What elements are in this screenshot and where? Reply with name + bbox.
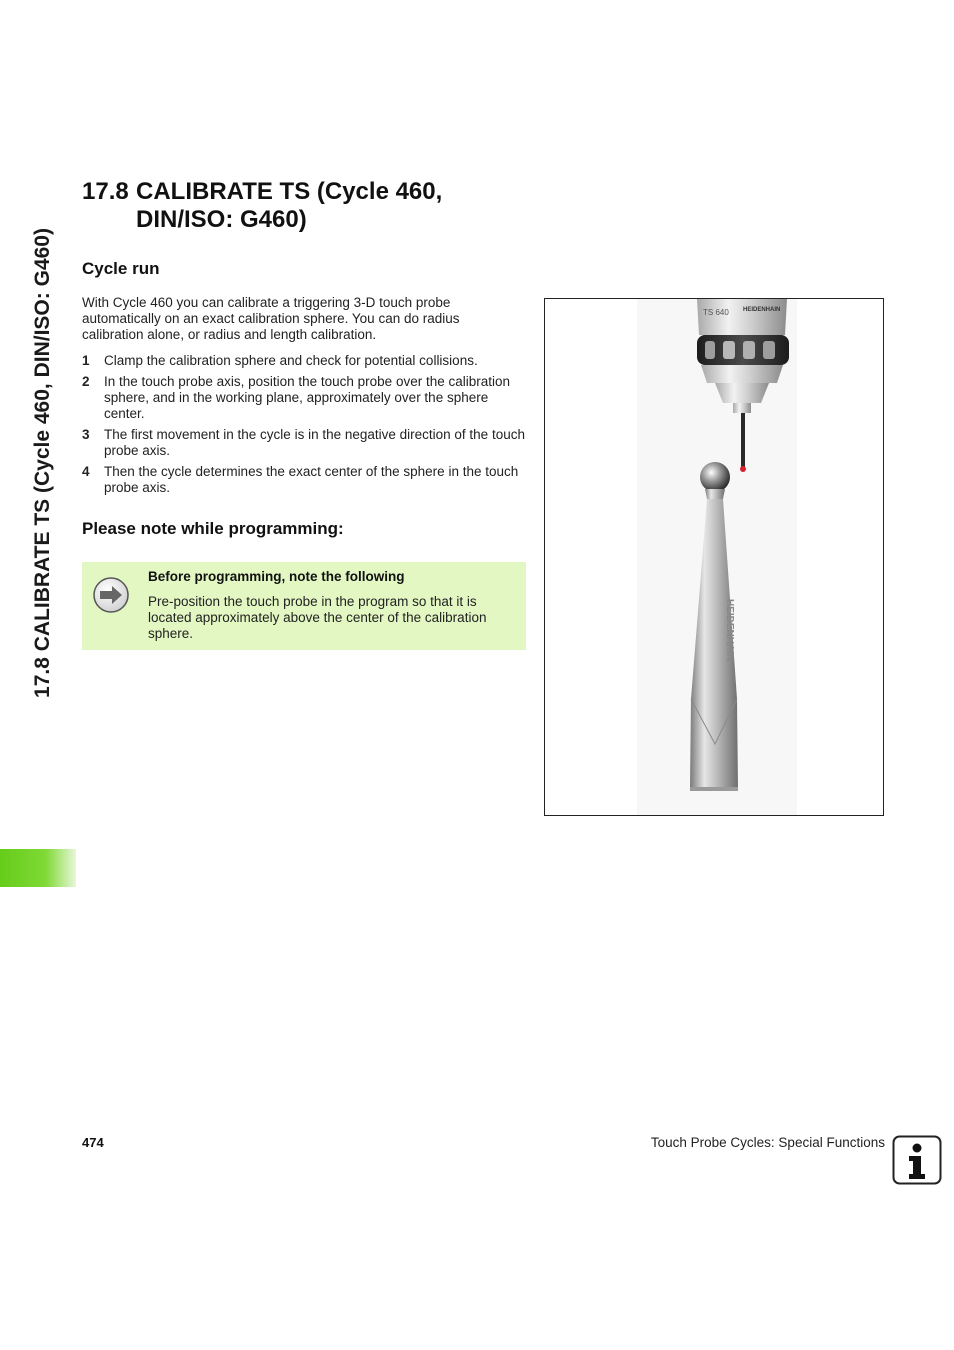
- side-chapter-title-text: 17.8 CALIBRATE TS (Cycle 460, DIN/ISO: G460): [31, 227, 54, 698]
- list-item: [82, 353, 527, 369]
- probe-brand-label: HEIDENHAIN: [743, 307, 781, 313]
- arrow-right-circle-icon: [92, 576, 130, 614]
- cycle-steps-list: [82, 353, 527, 501]
- page-number: 474: [82, 1135, 104, 1150]
- programming-notes-heading: Please note while programming:: [82, 519, 344, 538]
- list-item: [82, 464, 527, 496]
- cycle-run-heading: Cycle run: [82, 259, 160, 278]
- programming-note-box: [82, 562, 526, 650]
- step-text: The first movement in the cycle is in the negative direction of the touch probe axis.: [104, 427, 525, 458]
- list-item: [82, 374, 527, 422]
- probe-model-label: TS 640: [703, 308, 729, 317]
- chapter-tab-marker: [0, 849, 76, 887]
- cycle-run-intro: With Cycle 460 you can calibrate a triggering 3-D touch probe automatically on an exact calibration sphere. You can do radius calibration alone, or radius and length calibration.: [82, 295, 460, 342]
- step-number: 4: [82, 464, 90, 479]
- info-icon: [892, 1135, 942, 1185]
- touch-probe-illustration: [545, 299, 883, 815]
- note-title: Before programming, note the following: [148, 569, 405, 584]
- step-number: 1: [82, 353, 90, 368]
- footer-chapter-title: Touch Probe Cycles: Special Functions: [650, 1135, 885, 1150]
- calibration-sphere-figure: [544, 298, 884, 816]
- column-brand-label: HEIDENHAIN: [724, 599, 735, 662]
- note-body: Pre-position the touch probe in the program so that it is located approximately above the center of the calibration sphere.: [148, 594, 487, 641]
- list-item: [82, 427, 527, 459]
- section-title-line1: CALIBRATE TS (Cycle 460,: [136, 178, 443, 205]
- step-text: Then the cycle determines the exact center of the sphere in the touch probe axis.: [104, 464, 519, 495]
- step-number: 2: [82, 374, 90, 389]
- step-text: In the touch probe axis, position the touch probe over the calibration sphere, and in the working plane, approximately over the sphere center.: [104, 374, 511, 421]
- section-heading: [82, 178, 442, 234]
- step-number: 3: [82, 427, 90, 442]
- side-chapter-title: [28, 180, 58, 745]
- step-text: Clamp the calibration sphere and check for potential collisions.: [104, 353, 478, 368]
- section-number: 17.8: [82, 178, 129, 205]
- section-title-line2: DIN/ISO: G460): [136, 206, 307, 233]
